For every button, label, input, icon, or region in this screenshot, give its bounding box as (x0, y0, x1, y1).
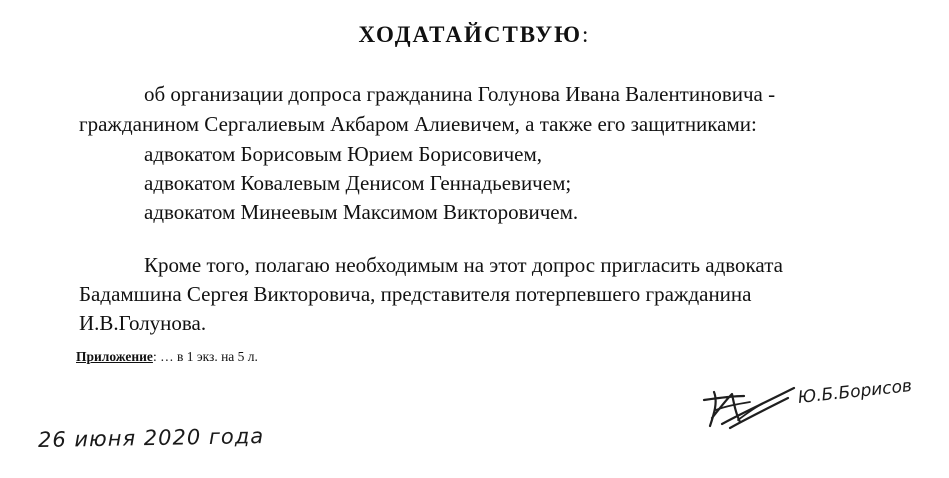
document-heading (0, 18, 949, 52)
request-line-3: адвокатом Борисовым Юрием Борисовичем, (144, 142, 543, 166)
attachment-text: … в 1 экз. на 5 л. (156, 349, 258, 364)
request-line-5: адвокатом Минеевым Максимом Викторовичем. (144, 200, 579, 224)
signature-name: Ю.Б.Борисов (796, 376, 913, 408)
additional-line-2: Бадамшина Сергея Викторовича, представителя потерпевшего гражданина (79, 282, 752, 306)
additional-line-1: Кроме того, полагаю необходимым на этот допрос пригласить адвоката (144, 253, 783, 277)
attachment-colon: : (152, 349, 157, 364)
request-line-2: гражданином Сергалиевым Акбаром Алиевичем, а также его защитниками: (79, 112, 757, 136)
handwritten-date: 26 июня 2020 года (37, 424, 265, 452)
heading-colon: : (582, 22, 591, 47)
request-line-1: об организации допроса гражданина Голунова Ивана Валентиновича - (144, 82, 776, 106)
attachment-label: Приложение (76, 349, 153, 364)
request-line-4: адвокатом Ковалевым Денисом Геннадьевичем; (144, 171, 572, 195)
heading-text: ХОДАТАЙСТВУЮ (358, 22, 583, 47)
signature-scribble (700, 380, 800, 442)
attachment-note (76, 348, 258, 366)
additional-line-3: И.В.Голунова. (79, 311, 207, 335)
